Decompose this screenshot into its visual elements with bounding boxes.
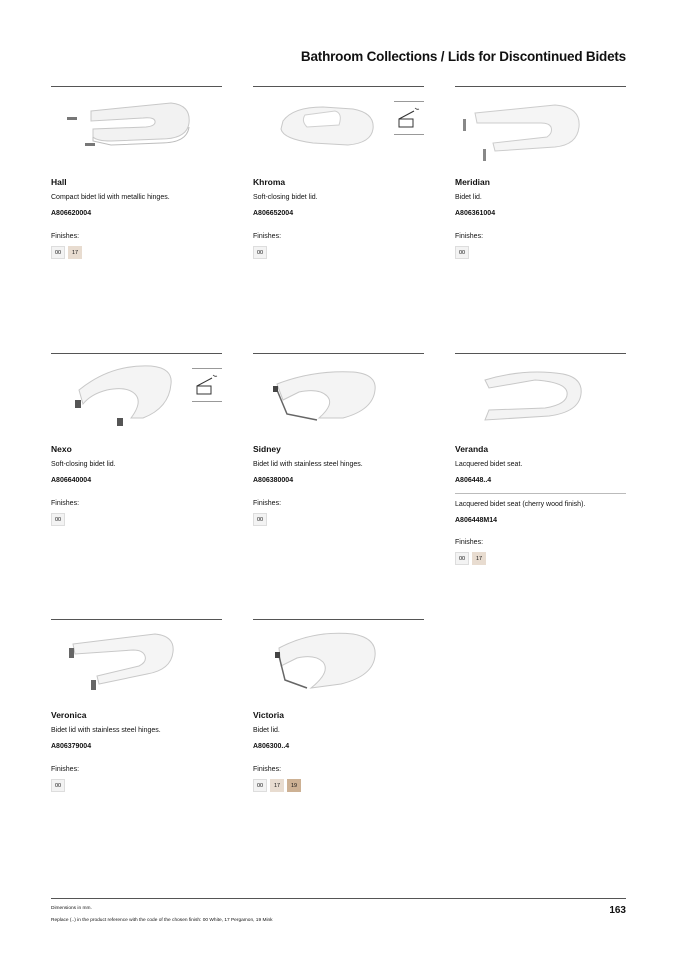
footnote-finish-codes: Replace (..) in the product reference with the code of the chosen finish: 00 White, 17 Pergamon, 19 Mink — [51, 918, 273, 923]
product-image-veranda — [455, 360, 626, 448]
product-reference: A806448..4 — [455, 477, 492, 484]
product-name: Veronica — [51, 710, 87, 720]
product-image-khroma — [253, 93, 424, 181]
product-name: Khroma — [253, 177, 286, 187]
card-divider — [253, 86, 424, 87]
variant-divider — [455, 493, 626, 494]
product-description-variant: Lacquered bidet seat (cherry wood finish). — [455, 501, 586, 508]
product-name: Nexo — [51, 444, 72, 454]
product-description: Bidet lid with stainless steel hinges. — [253, 461, 363, 468]
product-name: Meridian — [455, 177, 490, 187]
footnote-dimensions: Dimensions in mm. — [51, 906, 92, 911]
product-name: Hall — [51, 177, 67, 187]
product-reference: A806640004 — [51, 477, 92, 484]
card-divider — [51, 619, 222, 620]
product-description: Soft-closing bidet lid. — [253, 194, 318, 201]
finish-swatch-00: 00 — [253, 513, 267, 526]
finish-swatches — [51, 779, 65, 792]
product-description: Bidet lid. — [253, 727, 280, 734]
card-divider — [455, 353, 626, 354]
product-image-veronica — [51, 626, 222, 714]
finish-swatch-00: 00 — [51, 513, 65, 526]
soft-close-icon — [394, 101, 424, 135]
product-description: Lacquered bidet seat. — [455, 461, 523, 468]
card-divider — [455, 86, 626, 87]
product-description: Soft-closing bidet lid. — [51, 461, 116, 468]
product-name: Victoria — [253, 710, 285, 720]
finish-swatch-00: 00 — [455, 552, 469, 565]
finish-swatch-00: 00 — [51, 779, 65, 792]
page-number: 163 — [609, 905, 626, 916]
card-divider — [51, 86, 222, 87]
product-reference: A806379004 — [51, 743, 92, 750]
product-card-veranda — [455, 353, 626, 562]
product-card-khroma — [253, 86, 424, 256]
product-description: Compact bidet lid with metallic hinges. — [51, 194, 170, 201]
product-reference: A806361004 — [455, 210, 496, 217]
finish-swatch-00: 00 — [51, 246, 65, 259]
finish-swatches — [455, 552, 486, 565]
finishes-label: Finishes: — [51, 233, 80, 240]
finishes-label: Finishes: — [253, 233, 282, 240]
finish-swatch-00: 00 — [455, 246, 469, 259]
finish-swatch-00: 00 — [253, 246, 267, 259]
product-reference: A806620004 — [51, 210, 92, 217]
finishes-label: Finishes: — [51, 500, 80, 507]
product-card-victoria — [253, 619, 424, 789]
finishes-label: Finishes: — [51, 766, 80, 773]
finishes-label: Finishes: — [253, 500, 282, 507]
product-card-hall — [51, 86, 222, 256]
product-reference: A806380004 — [253, 477, 294, 484]
finish-swatches — [455, 246, 469, 259]
finish-swatch-17: 17 — [472, 552, 486, 565]
finish-swatches — [253, 779, 301, 792]
product-image-nexo — [51, 360, 222, 448]
product-reference: A806652004 — [253, 210, 294, 217]
finish-swatch-17: 17 — [68, 246, 82, 259]
finishes-label: Finishes: — [253, 766, 282, 773]
finish-swatches — [253, 246, 267, 259]
product-image-sidney — [253, 360, 424, 448]
product-reference-variant: A806448M14 — [455, 517, 498, 524]
card-divider — [51, 353, 222, 354]
card-divider — [253, 619, 424, 620]
product-image-meridian — [455, 93, 626, 181]
card-divider — [253, 353, 424, 354]
finish-swatches — [253, 513, 267, 526]
finishes-label: Finishes: — [455, 539, 484, 546]
finish-swatch-19: 19 — [287, 779, 301, 792]
product-description: Bidet lid with stainless steel hinges. — [51, 727, 161, 734]
finish-swatches — [51, 246, 82, 259]
page-title: Bathroom Collections / Lids for Discontinued Bidets — [300, 49, 626, 64]
finish-swatch-17: 17 — [270, 779, 284, 792]
product-image-victoria — [253, 626, 424, 714]
product-name: Veranda — [455, 444, 489, 454]
finish-swatch-00: 00 — [253, 779, 267, 792]
soft-close-icon — [192, 368, 222, 402]
footer-divider — [51, 898, 626, 899]
finish-swatches — [51, 513, 65, 526]
finishes-label: Finishes: — [455, 233, 484, 240]
product-card-nexo — [51, 353, 222, 523]
product-description: Bidet lid. — [455, 194, 482, 201]
product-name: Sidney — [253, 444, 281, 454]
product-card-veronica — [51, 619, 222, 789]
product-image-hall — [51, 93, 222, 181]
product-card-sidney — [253, 353, 424, 523]
product-card-meridian — [455, 86, 626, 256]
product-reference: A806300..4 — [253, 743, 290, 750]
